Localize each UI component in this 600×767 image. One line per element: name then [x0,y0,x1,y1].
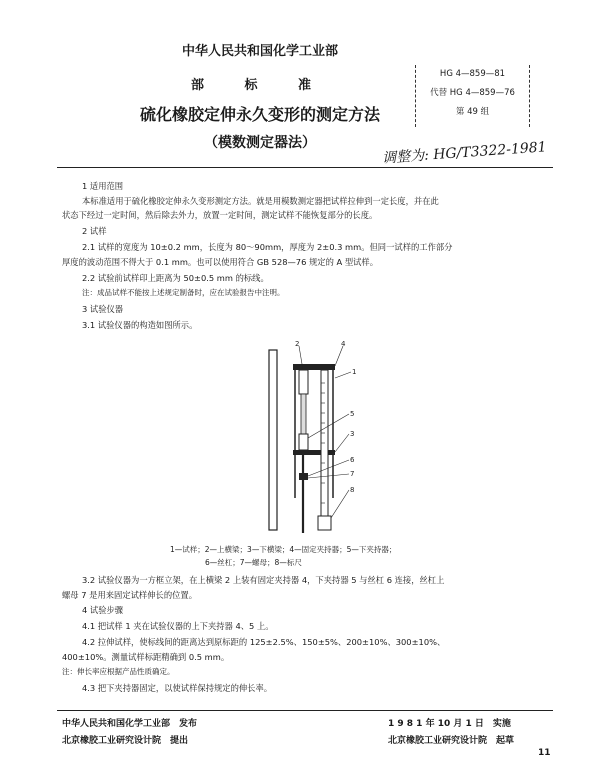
section-2-1-text-2: 厚度的波动范围不得大于 0.1 mm。也可以使用符合 GB 528—76 规定的 A 型试样。 [62,257,379,267]
header-divider [57,167,553,168]
section-1-heading: 1 适用范围 [82,181,124,191]
section-4-1-text: 4.1 把试样 1 夹在试验仪器的上下夹持器 4、5 上。 [82,621,274,631]
lower-clamp [299,434,308,450]
section-4-2-text-1: 4.2 拉伸试样，使标线间的距离达到原标距的 125±2.5%、150±5%、200±10%、300±10%、 [82,637,446,647]
footer-divider [57,710,553,711]
figure-label-8: 8 [350,486,355,494]
section-2-note: 注：成品试样不能按上述规定制备时，应在试验报告中注明。 [82,288,285,297]
section-2-heading: 2 试样 [82,226,107,236]
section-4-note: 注：伸长率应根据产品性质确定。 [62,667,175,676]
section-3-1-text: 3.1 试验仪器的构造如图所示。 [82,320,198,330]
section-4-3-text: 4.3 把下夹持器固定，以使试样保持规定的伸长率。 [82,683,273,693]
specimen [301,394,306,434]
figure-caption-2: 6—丝杠；7—螺母；8—标尺 [205,558,302,567]
page-number: 11 [538,748,551,758]
lower-crossbeam [293,450,335,455]
replaces-code: 代替 HG 4—859—76 [430,88,515,98]
section-1-text-1: 本标准适用于硫化橡胶定伸永久变形测定方法。就是用模数测定器把试样拉伸到一定长度，并在此 [82,196,439,206]
footer-drafter: 北京橡胶工业研究设计院 起草 [388,736,515,746]
section-3-2-text-1: 3.2 试验仪器为一方框立架，在上横梁 2 上装有固定夹持器 4，下夹持器 5 与丝杠 6 连接，丝杠上 [82,575,445,585]
fixed-clamp [299,370,308,394]
footer-proposer: 北京橡胶工业研究设计院 提出 [62,736,189,746]
figure-label-5: 5 [350,410,355,418]
figure-label-6: 6 [350,456,355,464]
apparatus-figure [255,338,365,543]
ministry-heading: 中华人民共和国化学工业部 [181,44,338,59]
handwritten-note: 调整为: HG/T3322-1981 [381,139,548,167]
footer-date: 1 9 8 1 年 10 月 1 日 实施 [388,719,511,729]
footer-issuer: 中华人民共和国化学工业部 发布 [62,719,198,729]
standard-code: HG 4—859—81 [439,69,506,79]
group-number: 第 49 组 [455,107,490,117]
section-2-2-text: 2.2 试验前试样印上距离为 50±0.5 mm 的标线。 [82,273,269,283]
figure-label-4: 4 [341,340,346,348]
upper-crossbeam [293,364,335,370]
section-3-2-text-2: 螺母 7 是用来固定试样伸长的位置。 [62,590,198,600]
figure-label-7: 7 [350,470,355,478]
section-2-1-text-1: 2.1 试样的宽度为 10±0.2 mm，长度为 80～90mm，厚度为 2±0.3 mm。但同一试样的工作部分 [82,242,453,252]
section-1-text-2: 状态下经过一定时间，然后除去外力，放置一定时间，测定试样不能恢复部分的长度。 [62,210,378,220]
figure-caption-1: 1—试样；2—上横梁；3—下横梁；4—固定夹持器；5—下夹持器； [170,545,397,554]
page-title: 硫化橡胶定伸永久变形的测定方法 [139,105,380,124]
scale-ruler [321,370,328,520]
page-subtitle: （模数测定器法） [204,135,316,151]
figure-label-1: 1 [352,368,357,376]
section-4-2-text-2: 400±10%。测量试样标距精确到 0.5 mm。 [62,652,230,662]
standard-code-box [415,65,530,127]
figure-label-3: 3 [350,430,355,438]
left-rod [269,350,277,530]
figure-label-2: 2 [295,340,300,348]
section-3-heading: 3 试验仪器 [82,304,124,314]
nut [299,473,308,480]
section-4-heading: 4 试验步骤 [82,605,124,615]
standard-type: 部 标 准 [190,78,330,93]
